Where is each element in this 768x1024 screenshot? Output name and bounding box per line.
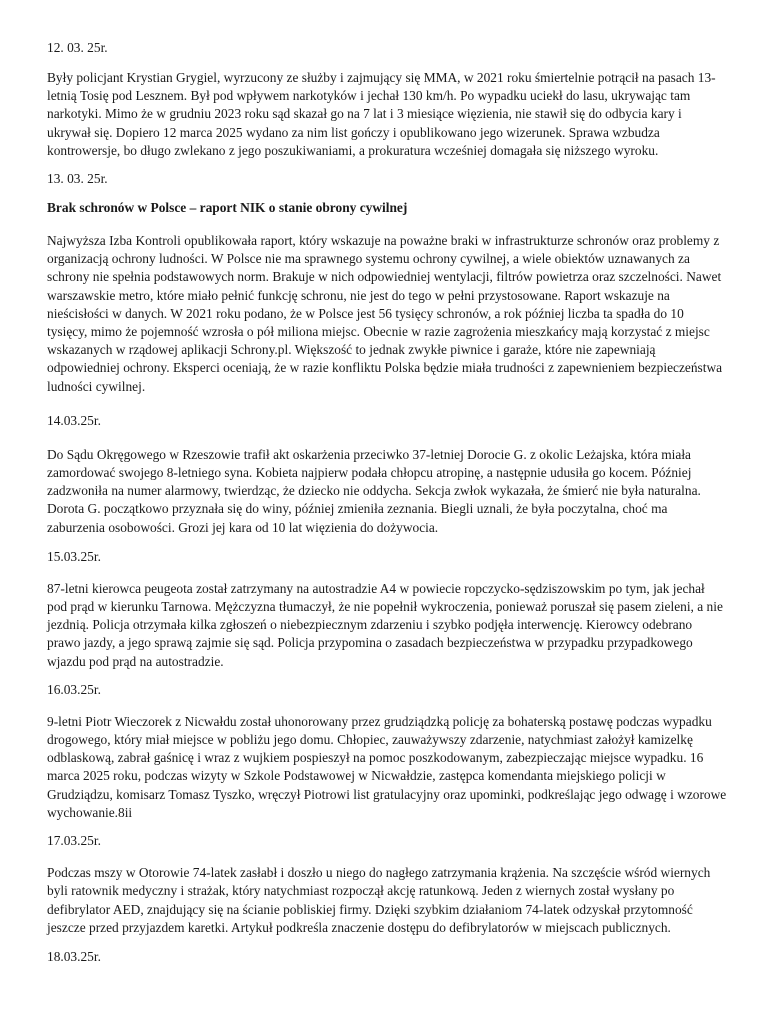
entry-date: 17.03.25r. (47, 833, 101, 849)
entry-text: Były policjant Krystian Grygiel, wyrzucony ze służby i zajmujący się MMA, w 2021 roku śmiertelnie potrącił na pasach 13-letnią Tosię pod Lesznem. Był pod wpływem narkotyków i jechał 130 km/h. Po wypadku uciekł do lasu, ukrywając tam narkotyki. Mimo że w grudniu 2023 roku sąd skazał go na 7 lat i 3 miesiące więzienia, nie stawił się do odbycia kary i ukrywał się. Dopiero 12 marca 2025 wydano za nim list gończy i opublikowano jego wizerunek. Sprawa wzbudza kontrowersje, bo długo zwlekano z jego poszukiwaniami, a prokuratura wcześniej domagała się niższego wyroku. (47, 70, 716, 158)
entry-text: 87-letni kierowca peugeota został zatrzymany na autostradzie A4 w powiecie ropczycko-sędziszowskim po tym, jak jechał pod prąd w kierunku Tarnowa. Mężczyzna tłumaczył, że nie popełnił wykroczenia, ponieważ poruszał się pasem zieleni, a nie jezdnią. Policja otrzymała kilka zgłoszeń o niebezpiecznym zdarzeniu i szybko podjęła interwencję. Kierowcy odebrano prawo jazdy, a jego sprawą zajmie się sąd. Policja przypomina o zasadach bezpieczeństwa w przypadku przypadkowego wjazdu pod prąd na autostradzie. (47, 580, 723, 669)
entry-text: 9-letni Piotr Wieczorek z Nicwałdu został uhonorowany przez grudziądzką policję za bohaterską postawę podczas wypadku drogowego, który miał miejsce w pobliżu jego domu. Chłopiec, zauważywszy zdarzenie, natychmiast założył kamizelkę odblaskową, zabrał gaśnicę i wraz z wujkiem pospieszył na pomoc poszkodowanym, zabezpieczając miejsce wypadku. 16 marca 2025 roku, podczas wizyty w Szkole Podstawowej w Nicwałdzie, zastępca komendanta miejskiego policji w Grudziądzu, komisarz Tomasz Tyszko, wręczył Piotrowi list gratulacyjny oraz upominki, podkreślając jego odwagę i wzorowe wychowanie.8ii (47, 713, 727, 820)
entry-date: 15.03.25r. (47, 548, 101, 564)
entry-text: Najwyższa Izba Kontroli opublikowała raport, który wskazuje na poważne braki w infrastrukturze schronów oraz problemy z organizacją ochrony ludności. W Polsce nie ma sprawnego systemu ochrony cywilnej, a wiele obiektów uznawanych za schrony nie spełnia podstawowych norm. Brakuje w nich odpowiedniej wentylacji, filtrów powietrza oraz szczelności. Nawet warszawskie metro, które miało pełnić funkcję schronu, nie jest do tego w pełni przystosowane. Raport wskazuje na nieścisłości w danych. W 2021 roku podano, że w Polsce jest 56 tysięcy schronów, a rok później liczba ta spadła do 10 tysięcy, mimo że pojemność wzrosła o pół miliona miejsc. Obecnie w razie zagrożenia mieszkańcy mają korzystać z miejsc wskazanych w rządowej aplikacji Schrony.pl. Większość to jednak zwykłe piwnice i garaże, które nie zapewniają odpowiedniej ochrony. Eksperci oceniają, że w razie konfliktu Polska będzie miała trudności z zapewnieniem bezpieczeństwa ludności cywilnej. (47, 233, 723, 394)
entry-text: Podczas mszy w Otorowie 74-latek zasłabł i doszło u niego do nagłego zatrzymania krążenia. Na szczęście wśród wiernych byli ratownik medyczny i strażak, który natychmiast rozpoczął akcję ratunkową. Jeden z wiernych został wysłany po defibrylator AED, znajdujący się na ścianie pobliskiej firmy. Dzięki szybkim działaniom 74-latek odzyskał przytomność jeszcze przed przyjazdem karetki. Artykuł podkreśla znaczenie dostępu do defibrylatorów w miejscach publicznych. (47, 865, 711, 935)
entry-text: Do Sądu Okręgowego w Rzeszowie trafił akt oskarżenia przeciwko 37-letniej Dorocie G. z okolic Leżajska, która miała zamordować swojego 8-letniego syna. Kobieta najpierw podała chłopcu atropinę, a następnie udusiła go kocem. Później zadzwoniła na numer alarmowy, twierdząc, że dziecko nie oddycha. Sekcja zwłok wykazała, że śmierć nie była naturalna. Dorota G. początkowo przyznała się do winy, później zmieniła zeznania. Biegli uznali, że była poczytalna, choć ma zaburzenia osobowości. Grozi jej kara od 10 lat więzienia do dożywocia. (47, 446, 701, 535)
document-page (47, 30, 727, 966)
entry-date: 12. 03. 25r. (47, 40, 108, 55)
entry-heading: Brak schronów w Polsce – raport NIK o stanie obrony cywilnej (47, 200, 408, 216)
entry-date: 14.03.25r. (47, 412, 101, 428)
entry-date: 13. 03. 25r. (47, 171, 108, 187)
entry-date: 16.03.25r. (47, 681, 101, 697)
entry-date: 18.03.25r. (47, 948, 101, 964)
